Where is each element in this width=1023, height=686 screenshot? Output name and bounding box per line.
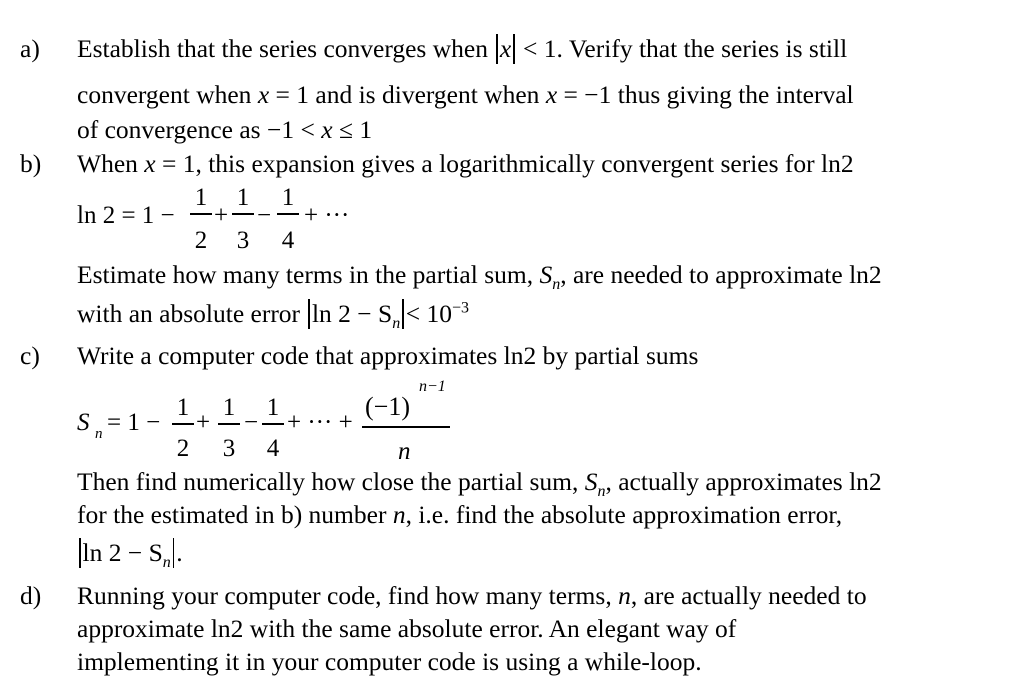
- abs-error-expression: ln 2 − S: [311, 299, 393, 328]
- item-a-line-2: convergent when x = 1 and is divergent when x = −1 thus giving the interval: [77, 80, 854, 109]
- item-b-line-4: with an absolute error $\ln 2 - S_n < 10^{-3}$: [77, 299, 470, 333]
- item-label-b: b): [20, 149, 42, 178]
- item-label-a: a): [20, 34, 40, 63]
- item-a-line-1: Establish that the series converges when x < 1. Verify that the series is still: [77, 34, 848, 63]
- item-b-line-1: When x = 1, this expansion gives a logarithmically convergent series for ln2: [77, 149, 854, 178]
- item-label-c: c): [20, 341, 40, 370]
- item-d-line-2: approximate ln2 with the same absolute error. An elegant way of: [77, 614, 737, 643]
- item-a-line-3: of convergence as −1 < x ≤ 1: [77, 115, 373, 144]
- item-c-line-5: $\ln 2 - S_n$ .: [77, 538, 183, 568]
- item-c-line-1: Write a computer code that approximates ln2 by partial sums: [77, 341, 699, 370]
- item-b-line-3: Estimate how many terms in the partial sum, $S_n$, are needed to approximate ln2: [77, 260, 882, 294]
- item-c-line-4: for the estimated in b) number n, i.e. find the absolute approximation error,: [77, 500, 843, 529]
- item-label-d: d): [20, 581, 42, 610]
- item-c-line-3: Then find numerically how close the partial sum, $S_n$, actually approximates ln2: [77, 467, 882, 501]
- item-d-line-3: implementing it in your computer code is using a while-loop.: [77, 647, 702, 676]
- item-d-line-1: Running your computer code, find how many terms, n, are actually needed to: [77, 581, 867, 610]
